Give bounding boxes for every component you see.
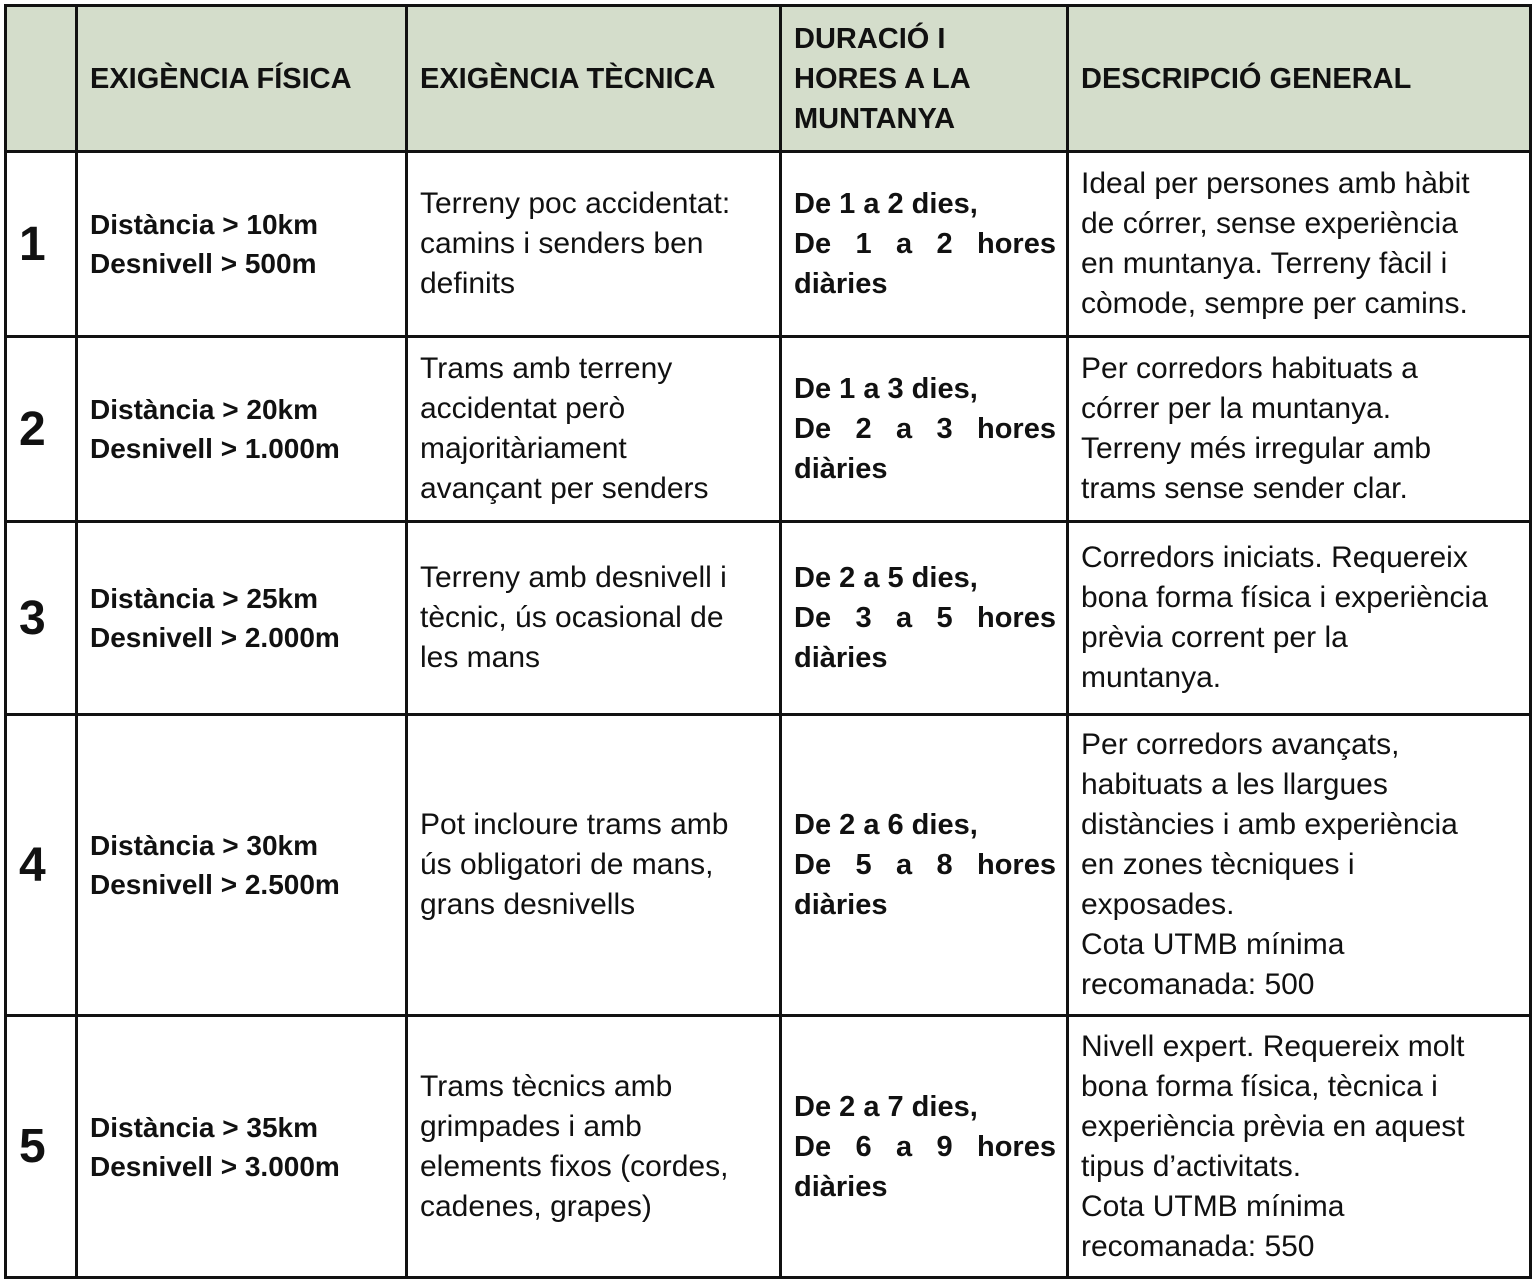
header-duration-line: DURACIÓ I — [794, 22, 946, 55]
description-line: recomanada: 500 — [1081, 968, 1315, 1001]
level-row — [6, 522, 1531, 715]
description-line: bona forma física i experiència — [1081, 581, 1488, 614]
duration-hours — [794, 845, 1056, 885]
header-level — [6, 6, 77, 152]
description-line: en zones tècniques i — [1081, 848, 1355, 881]
technical-demand-line: grimpades i amb — [420, 1109, 642, 1143]
duration-hours-word: 2 — [855, 413, 872, 445]
level-row — [6, 152, 1531, 337]
description-line: Cota UTMB mínima — [1081, 928, 1345, 961]
technical-demand-cell — [407, 522, 781, 715]
duration-daily: diàries — [794, 453, 888, 485]
header-duration — [781, 6, 1068, 152]
description-line: experiència prèvia en aquest — [1081, 1109, 1465, 1143]
duration-hours-word: De — [794, 849, 832, 881]
description-line: distàncies i amb experiència — [1081, 808, 1458, 841]
duration-hours-word: hores — [977, 413, 1056, 445]
duration-days: De 1 a 3 dies, — [794, 373, 978, 405]
physical-demand-line: Distància > 25km — [90, 583, 319, 614]
general-description-cell — [1068, 715, 1531, 1016]
duration-daily: diàries — [794, 642, 888, 674]
duration-hours-word: 5 — [936, 602, 953, 634]
duration-hours-word: De — [794, 602, 832, 634]
duration-hours-word: 6 — [855, 1130, 872, 1163]
technical-demand-cell — [407, 152, 781, 337]
physical-demand-line: Distància > 10km — [90, 209, 319, 240]
duration-hours-word: 9 — [936, 1130, 953, 1163]
technical-demand-line: camins i senders ben — [420, 227, 704, 260]
description-line: muntanya. — [1081, 661, 1222, 694]
technical-demand-line: avançant per senders — [420, 472, 709, 505]
level-number: 2 — [6, 337, 77, 522]
technical-demand-line: Trams tècnics amb — [420, 1069, 673, 1103]
header-physical-demand: EXIGÈNCIA FÍSICA — [77, 6, 407, 152]
physical-demand-line: Desnivell > 1.000m — [90, 433, 340, 464]
description-line: trams sense sender clar. — [1081, 472, 1408, 505]
description-line: Corredors iniciats. Requereix — [1081, 541, 1468, 574]
general-description-cell — [1068, 1016, 1531, 1278]
description-line: exposades. — [1081, 888, 1235, 921]
technical-demand-line: elements fixos (cordes, — [420, 1149, 729, 1183]
physical-demand-cell — [77, 1016, 407, 1278]
duration-hours-word: a — [895, 602, 913, 634]
description-line: Cota UTMB mínima — [1081, 1189, 1345, 1223]
technical-demand-line: grans desnivells — [420, 888, 636, 921]
duration-cell — [781, 1016, 1068, 1278]
duration-hours-word: 2 — [936, 228, 953, 260]
duration-hours-word: 8 — [936, 849, 953, 881]
level-row — [6, 1016, 1531, 1278]
technical-demand-line: Terreny amb desnivell i — [420, 561, 727, 594]
technical-demand-line: Terreny poc accidentat: — [420, 187, 731, 220]
general-description-cell — [1068, 152, 1531, 337]
technical-demand-line: cadenes, grapes) — [420, 1189, 652, 1223]
duration-cell — [781, 337, 1068, 522]
duration-hours-word: hores — [977, 849, 1056, 881]
description-line: bona forma física, tècnica i — [1081, 1069, 1438, 1103]
physical-demand-cell — [77, 337, 407, 522]
technical-demand-line: ús obligatori de mans, — [420, 848, 714, 881]
description-line: en muntanya. Terreny fàcil i — [1081, 247, 1448, 280]
level-number: 1 — [6, 152, 77, 337]
level-number: 5 — [6, 1016, 77, 1278]
technical-demand-cell — [407, 715, 781, 1016]
duration-cell — [781, 152, 1068, 337]
description-line: tipus d’activitats. — [1081, 1149, 1302, 1183]
technical-demand-line: majoritàriament — [420, 432, 627, 465]
physical-demand-cell — [77, 152, 407, 337]
duration-days: De 2 a 7 dies, — [794, 1090, 978, 1123]
duration-daily: diàries — [794, 1170, 888, 1203]
duration-hours-word: 1 — [855, 228, 872, 260]
duration-hours-word: hores — [977, 1130, 1056, 1163]
technical-demand-line: tècnic, ús ocasional de — [420, 601, 724, 634]
description-line: Ideal per persones amb hàbit — [1081, 167, 1470, 200]
description-line: prèvia corrent per la — [1081, 621, 1348, 654]
duration-hours — [794, 224, 1056, 264]
description-line: Per corredors habituats a — [1081, 352, 1418, 385]
level-row — [6, 715, 1531, 1016]
difficulty-levels-table — [4, 4, 1532, 1279]
description-line: Terreny més irregular amb — [1081, 432, 1432, 465]
description-line: còmode, sempre per camins. — [1081, 287, 1468, 320]
technical-demand-cell — [407, 337, 781, 522]
duration-daily: diàries — [794, 268, 888, 300]
level-row — [6, 337, 1531, 522]
physical-demand-line: Desnivell > 2.500m — [90, 869, 340, 900]
technical-demand-line: definits — [420, 267, 516, 300]
header-duration-line: HORES A LA — [794, 62, 971, 95]
duration-hours-word: a — [895, 413, 913, 445]
physical-demand-line: Desnivell > 500m — [90, 248, 317, 279]
physical-demand-line: Distància > 20km — [90, 394, 319, 425]
duration-hours-word: 5 — [855, 849, 872, 881]
duration-hours-word: 3 — [855, 602, 872, 634]
physical-demand-cell — [77, 522, 407, 715]
duration-hours-word: De — [794, 413, 832, 445]
physical-demand-line: Distància > 35km — [90, 1111, 319, 1143]
general-description-cell — [1068, 522, 1531, 715]
duration-cell — [781, 715, 1068, 1016]
technical-demand-line: les mans — [420, 641, 541, 674]
general-description-cell — [1068, 337, 1531, 522]
header-general-description: DESCRIPCIÓ GENERAL — [1068, 6, 1531, 152]
physical-demand-line: Desnivell > 2.000m — [90, 622, 340, 653]
description-line: Nivell expert. Requereix molt — [1081, 1029, 1465, 1063]
description-line: Per corredors avançats, — [1081, 728, 1400, 761]
duration-hours-word: a — [895, 1130, 913, 1163]
duration-hours-word: De — [794, 1130, 832, 1163]
duration-hours-word: hores — [977, 602, 1056, 634]
physical-demand-cell — [77, 715, 407, 1016]
header-row — [6, 6, 1531, 152]
description-line: córrer per la muntanya. — [1081, 392, 1392, 425]
physical-demand-line: Distància > 30km — [90, 830, 319, 861]
technical-demand-line: Trams amb terreny — [420, 352, 673, 385]
technical-demand-cell — [407, 1016, 781, 1278]
duration-hours — [794, 598, 1056, 638]
header-technical-demand: EXIGÈNCIA TÈCNICA — [407, 6, 781, 152]
duration-hours — [794, 409, 1056, 449]
duration-hours-word: hores — [977, 228, 1056, 260]
description-line: recomanada: 550 — [1081, 1229, 1315, 1263]
level-number: 3 — [6, 522, 77, 715]
description-line: habituats a les llargues — [1081, 768, 1388, 801]
header-duration-line: MUNTANYA — [794, 102, 956, 135]
duration-hours-word: De — [794, 228, 832, 260]
physical-demand-line: Desnivell > 3.000m — [90, 1150, 340, 1182]
duration-days: De 2 a 6 dies, — [794, 809, 978, 841]
description-line: de córrer, sense experiència — [1081, 207, 1458, 240]
technical-demand-line: Pot incloure trams amb — [420, 808, 729, 841]
level-number: 4 — [6, 715, 77, 1016]
duration-hours-word: 3 — [936, 413, 953, 445]
duration-hours — [794, 1127, 1056, 1167]
duration-cell — [781, 522, 1068, 715]
technical-demand-line: accidentat però — [420, 392, 626, 425]
duration-days: De 2 a 5 dies, — [794, 562, 978, 594]
duration-daily: diàries — [794, 889, 888, 921]
duration-hours-word: a — [895, 849, 913, 881]
duration-days: De 1 a 2 dies, — [794, 188, 978, 220]
duration-hours-word: a — [895, 228, 913, 260]
